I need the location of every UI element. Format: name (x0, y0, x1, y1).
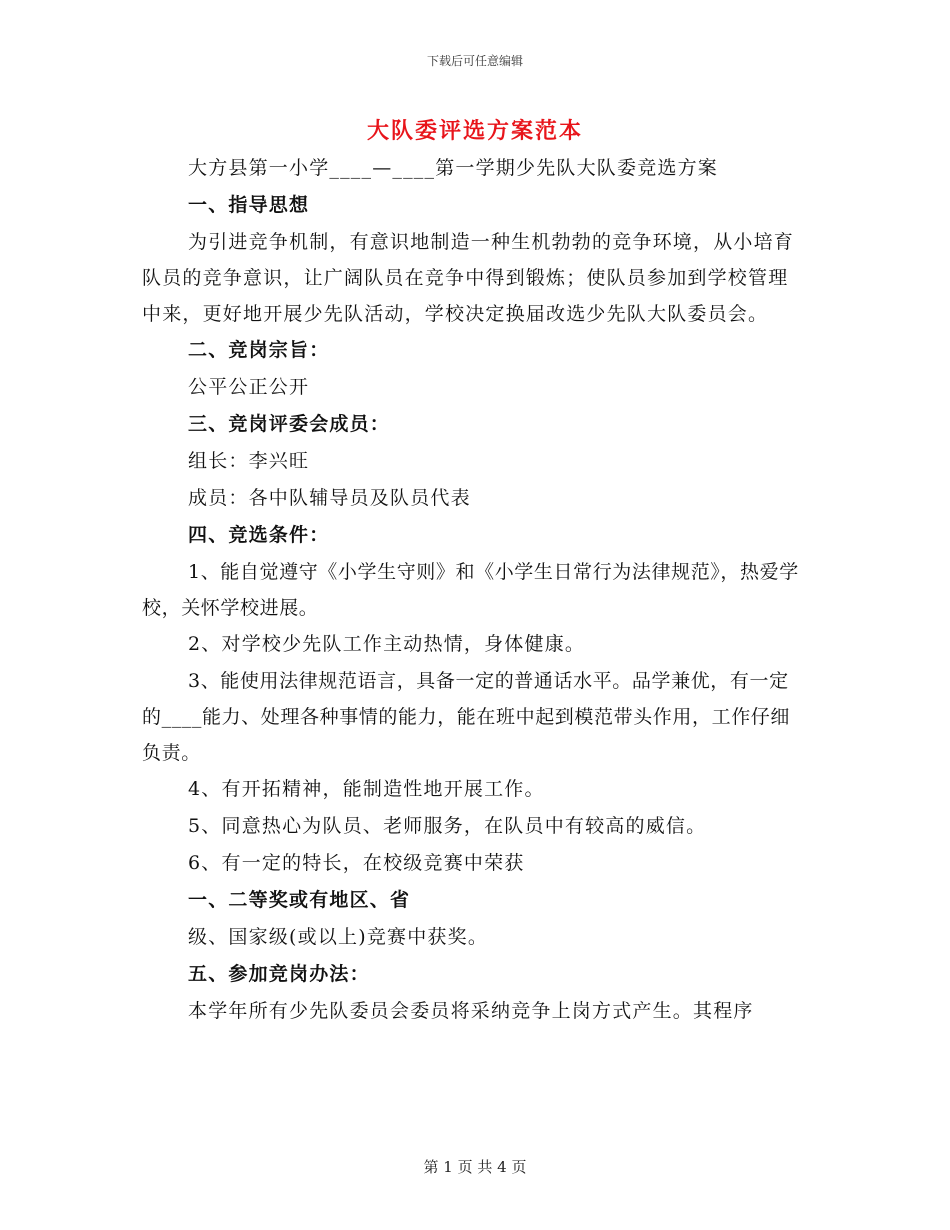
award-line-rest: 级、国家级(或以上)竞赛中获奖。 (188, 926, 489, 948)
subtitle-line: 大方县第一小学____—____第一学期少先队大队委竞选方案 (188, 157, 719, 179)
document-title: 大队委评选方案范本 (366, 118, 583, 144)
page-footer: 第 1 页 共 4 页 (423, 1158, 527, 1176)
section-3-members: 成员：各中队辅导员及队员代表 (188, 487, 471, 509)
section-1-heading: 一、指导思想 (188, 194, 310, 216)
section-5-body: 本学年所有少先队委员会委员将采纳竞争上岗方式产生。其程序 (188, 1000, 754, 1022)
section-2-body: 公平公正公开 (188, 376, 310, 398)
section-4-heading: 四、竞选条件： (188, 524, 330, 546)
condition-item-1: 1、能自觉遵守《小学生守则》和《小学生日常行为法律规范》，热爱学校，关怀学校进展。 (142, 561, 799, 619)
page-header: 下载后可任意编辑 (426, 54, 523, 68)
section-5-heading: 五、参加竞岗办法： (188, 963, 370, 985)
condition-item-2: 2、对学校少先队工作主动热情，身体健康。 (188, 633, 586, 655)
condition-item-5: 5、同意热心为队员、老师服务，在队员中有较高的威信。 (188, 815, 707, 837)
award-line-bold: 一、二等奖或有地区、省 (188, 889, 411, 911)
section-2-heading: 二、竞岗宗旨： (188, 339, 330, 361)
condition-item-4: 4、有开拓精神，能制造性地开展工作。 (188, 778, 545, 800)
section-1-body: 为引进竞争机制，有意识地制造一种生机勃勃的竞争环境，从小培育队员的竞争意识，让广阔队员在竞争中得到锻炼；使队员参加到学校管理中来，更好地开展少先队活动，学校决定换届改选少先队大队委员会。 (142, 231, 795, 325)
section-3-heading: 三、竞岗评委会成员： (188, 413, 391, 435)
condition-item-6: 6、有一定的特长，在校级竞赛中荣获 (188, 852, 525, 874)
condition-item-3: 3、能使用法律规范语言，具备一定的普通话水平。品学兼优，有一定的____能力、处理各种事情的能力，能在班中起到模范带头作用，工作仔细负责。 (142, 670, 791, 764)
document-body (142, 150, 804, 1030)
section-3-leader: 组长：李兴旺 (188, 450, 310, 472)
